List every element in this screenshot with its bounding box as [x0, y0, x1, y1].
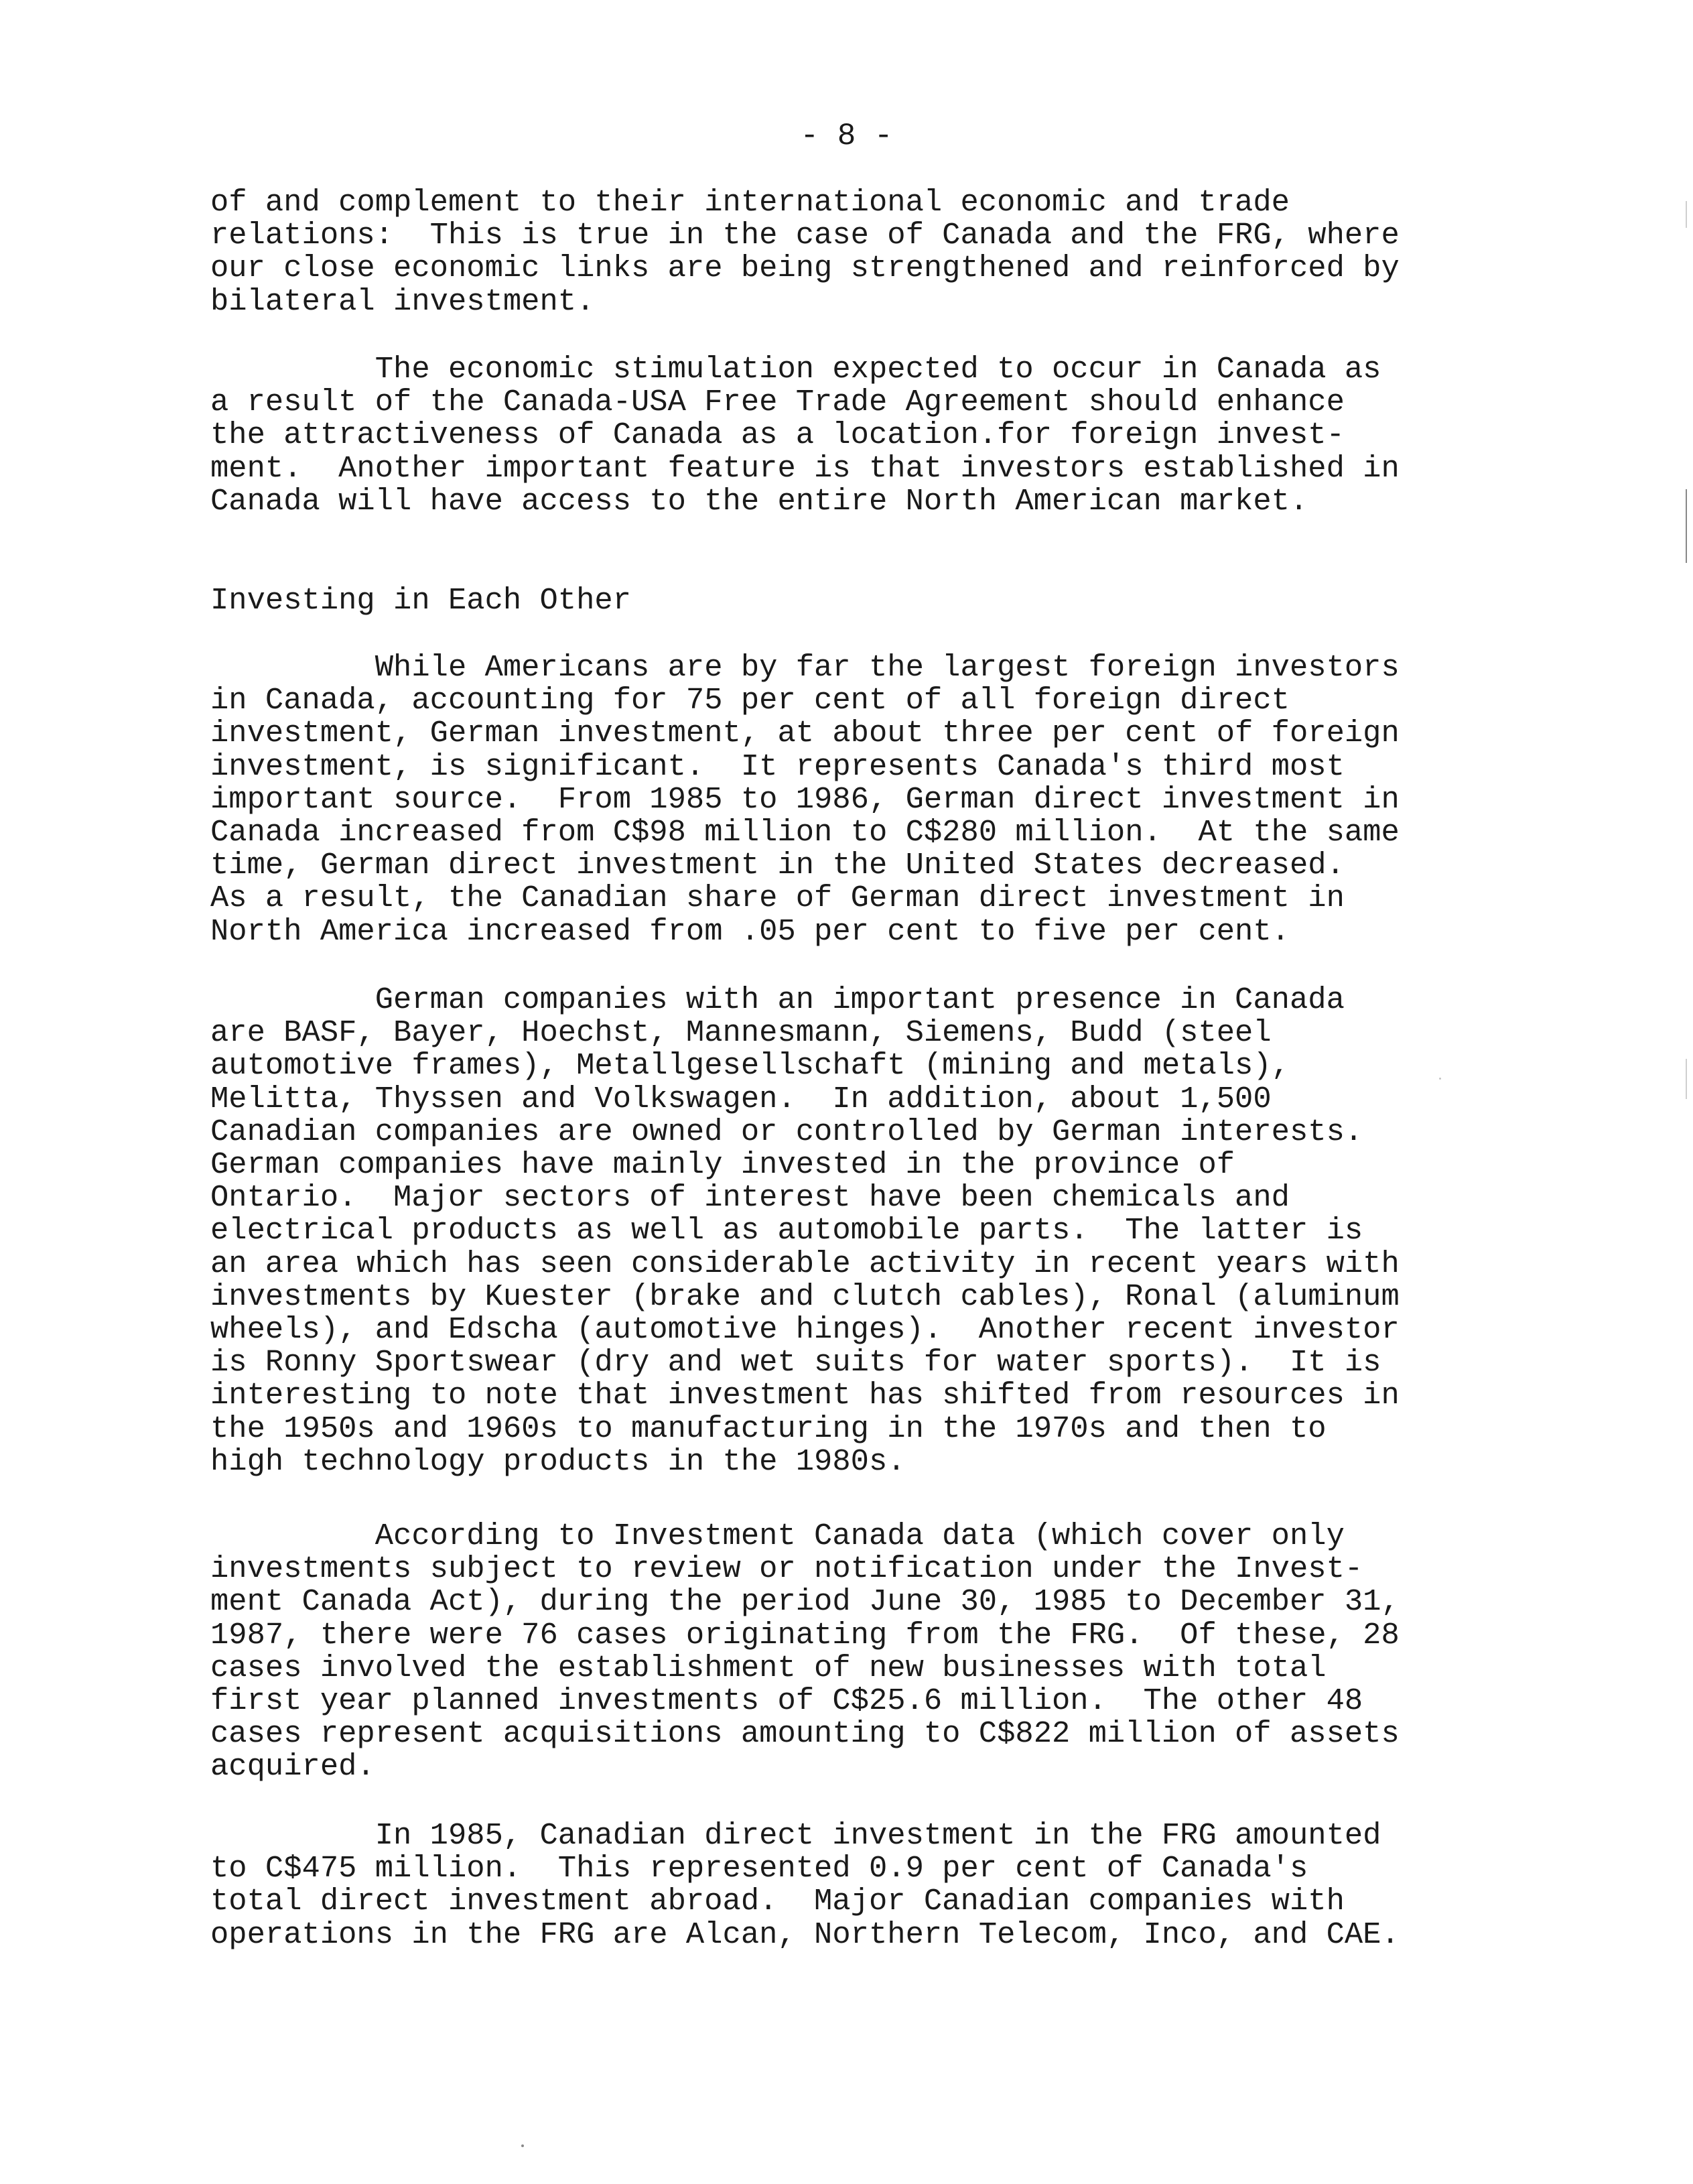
scan-speck: [521, 2144, 524, 2147]
paragraph-german-investment: While Americans are by far the largest foreign investors in Canada, accounting for 75 per cent of all foreign direct investment, German investment, at about three per cent of foreign investment, is significant. It represents Canada's third most important source. From 1985 to 1986, German direct investment in Canada increased from C$98 million to C$280 million. At the same time, German direct investment in the United States decreased. As a result, the Canadian share of German direct investment in North America increased from .05 per cent to five per cent.: [210, 650, 1400, 949]
paragraph-canadian-investment-frg: In 1985, Canadian direct investment in the FRG amounted to C$475 million. This represented 0.9 per cent of Canada's total direct investment abroad. Major Canadian companies with operations in the FRG are Alcan, Northern Telecom, Inco, and CAE.: [210, 1818, 1400, 1952]
paragraph-investment-canada-data: According to Investment Canada data (which cover only investments subject to review or notification under the Invest- ment Canada Act), during the period June 30, 1985 to December 31, 1987, there were 76 cases originating from the FRG. Of these, 28 cases involved the establishment of new businesses with total first year planned investments of C$25.6 million. The other 48 cases represent acquisitions amounting to C$822 million of assets acquired.: [210, 1519, 1400, 1785]
paragraph-trade-relations: of and complement to their international economic and trade relations: This is true in the case of Canada and the FRG, where our close economic links are being strengthened and reinforced by bilateral investment.: [210, 185, 1400, 319]
paragraph-german-companies: German companies with an important presence in Canada are BASF, Bayer, Hoechst, Mannesmann, Siemens, Budd (steel automotive frames), Metallgesellschaft (mining and metals), Melitta, Thyssen and Volkswagen. In addition, about 1,500 Canadian companies are owned or controlled by German interests. German companies have mainly invested in the province of Ontario. Major sectors of interest have been chemicals and electrical products as well as automobile parts. The latter is an area which has seen considerable activity in recent years with investments by Kuester (brake and clutch cables), Ronal (aluminum wheels), and Edscha (automotive hinges). Another recent investor is Ronny Sportswear (dry and wet suits for water sports). It is interesting to note that investment has shifted from resources in the 1950s and 1960s to manufacturing in the 1970s and then to high technology products in the 1980s.: [210, 982, 1400, 1479]
scan-edge-mark: [1686, 489, 1687, 563]
scan-edge-mark: [1686, 201, 1687, 228]
section-heading: Investing in Each Other: [210, 583, 632, 618]
scan-edge-mark: [1686, 1059, 1687, 1099]
page-number: - 8 -: [800, 119, 893, 153]
paragraph-free-trade-agreement: The economic stimulation expected to occur in Canada as a result of the Canada-USA Free Trade Agreement should enhance the attractiveness of Canada as a location.for foreign invest- ment. Another important feature is that investors established in Canada will have access to the entire North American market.: [210, 352, 1400, 519]
scan-speck: [1439, 1078, 1441, 1080]
